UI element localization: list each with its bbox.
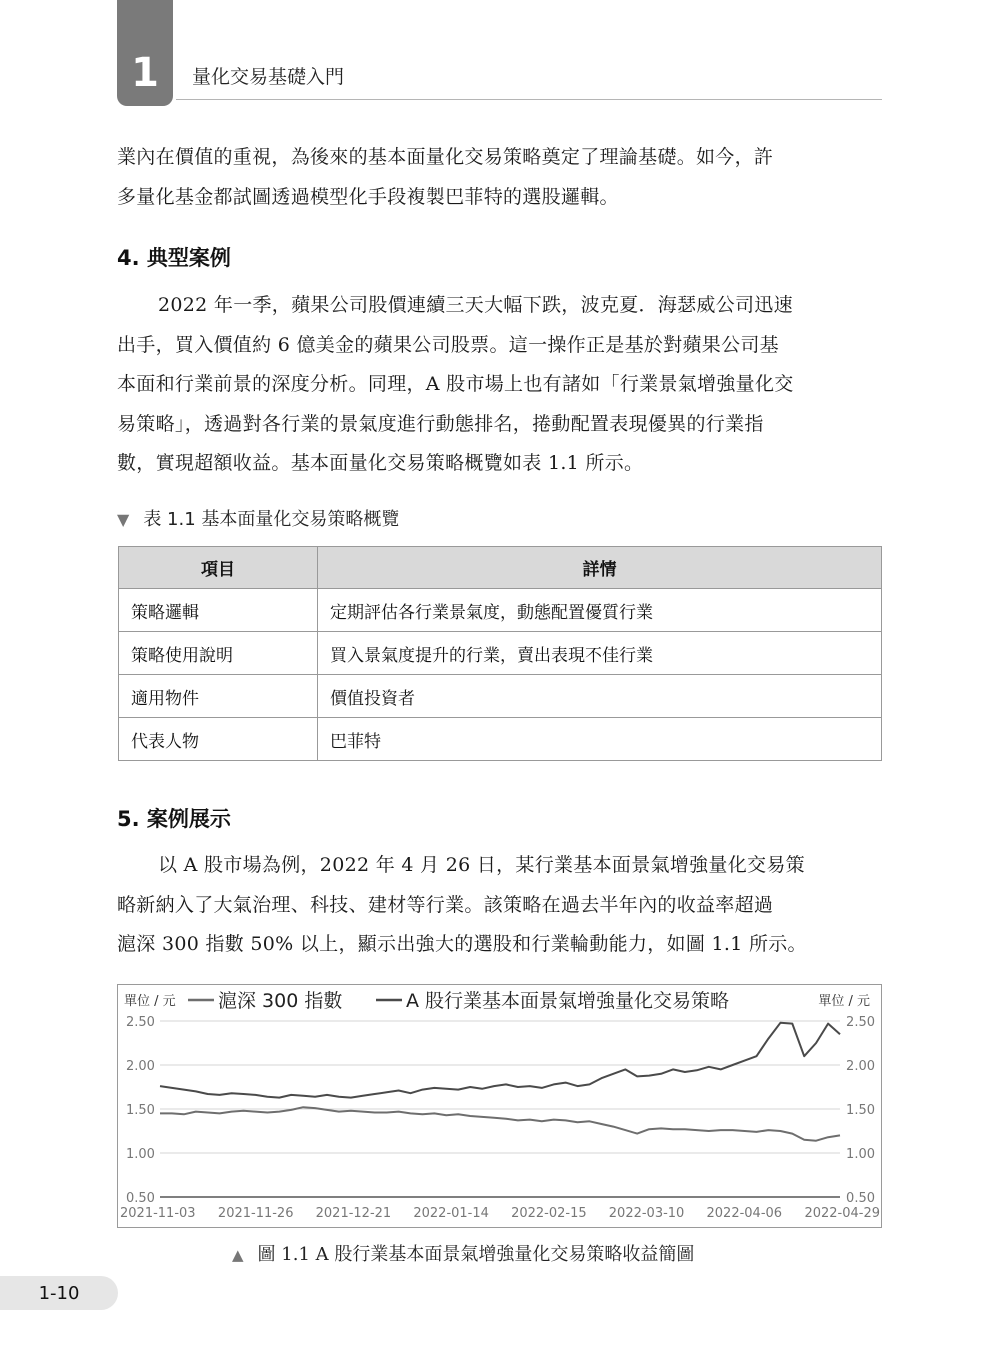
text-line: 以 A 股市場為例，2022 年 4 月 26 日，某行業基本面景氣增強量化交易策 <box>158 854 805 876</box>
return-chart <box>117 984 882 1228</box>
x-tick-label: 2022-04-29 <box>804 1206 880 1221</box>
y-tick-label-right: 0.50 <box>846 1191 875 1206</box>
y-tick-label-right: 1.00 <box>846 1147 875 1162</box>
intro-paragraph <box>117 138 883 217</box>
table-cell: 價值投資者 <box>318 675 882 718</box>
table-cell: 買入景氣度提升的行業，賣出表現不佳行業 <box>318 632 882 675</box>
table-caption <box>117 505 399 531</box>
table-cell: 策略使用說明 <box>119 632 318 675</box>
series-line <box>160 1107 840 1141</box>
table-row <box>119 675 882 718</box>
table-row <box>119 718 882 761</box>
text-line: 略新納入了大氣治理、科技、建材等行業。該策略在過去半年內的收益率超過 <box>117 893 774 916</box>
text-line: 數，實現超額收益。基本面量化交易策略概覽如表 1.1 所示。 <box>117 452 644 474</box>
chapter-title: 量化交易基礎入門 <box>192 66 345 88</box>
left-unit-label: 單位 / 元 <box>124 994 176 1009</box>
text-line: 2022 年一季，蘋果公司股價連續三天大幅下跌，波克夏．海瑟威公司迅速 <box>158 294 793 316</box>
y-tick-label-left: 2.00 <box>126 1059 155 1074</box>
table-cell: 適用物件 <box>119 675 318 718</box>
x-tick-label: 2021-11-03 <box>120 1206 196 1221</box>
section-4-paragraph <box>117 286 883 484</box>
y-tick-label-right: 1.50 <box>846 1103 875 1118</box>
line-chart-svg <box>118 985 883 1229</box>
strategy-overview-table <box>118 546 882 761</box>
y-tick-label-left: 1.00 <box>126 1147 155 1162</box>
table-cell: 代表人物 <box>119 718 318 761</box>
figure-caption <box>232 1240 694 1266</box>
table-row <box>119 589 882 632</box>
y-tick-label-right: 2.50 <box>846 1015 875 1030</box>
down-triangle-icon: ▼ <box>117 510 130 529</box>
y-tick-label-left: 1.50 <box>126 1103 155 1118</box>
table-row <box>119 632 882 675</box>
page-number: 1-10 <box>0 1276 118 1310</box>
table-cell: 定期評估各行業景氣度，動態配置優質行業 <box>318 589 882 632</box>
section-5-paragraph <box>117 846 883 965</box>
text-line: 本面和行業前景的深度分析。同理，A 股市場上也有諸如「行業景氣增強量化交 <box>117 373 794 395</box>
table-header-row <box>119 547 882 589</box>
x-tick-label: 2022-01-14 <box>413 1206 489 1221</box>
x-tick-label: 2021-11-26 <box>217 1206 294 1221</box>
table-caption-text: 表 1.1 基本面量化交易策略概覽 <box>143 509 400 530</box>
y-tick-label-left: 2.50 <box>126 1015 155 1030</box>
right-unit-label: 單位 / 元 <box>818 994 870 1009</box>
series-line <box>160 1023 840 1098</box>
column-header: 詳情 <box>318 547 882 589</box>
y-tick-label-left: 0.50 <box>126 1191 155 1206</box>
text-line: 易策略」，透過對各行業的景氣度進行動態排名，捲動配置表現優異的行業指 <box>117 412 764 435</box>
column-header: 項目 <box>119 547 318 589</box>
text-line: 出手，買入價值約 6 億美金的蘋果公司股票。這一操作正是基於對蘋果公司基 <box>117 333 779 356</box>
x-tick-label: 2022-02-15 <box>511 1206 587 1221</box>
legend-label: A 股行業基本面景氣增強量化交易策略 <box>406 990 730 1012</box>
legend-label: 滬深 300 指數 <box>218 990 343 1012</box>
text-line: 滬深 300 指數 50% 以上，顯示出強大的選股和行業輪動能力，如圖 1.1 所示。 <box>117 933 807 955</box>
x-tick-label: 2022-04-06 <box>706 1206 783 1221</box>
table-cell: 巴菲特 <box>318 718 882 761</box>
header-divider <box>176 99 882 100</box>
figure-caption-text: 圖 1.1 A 股行業基本面景氣增強量化交易策略收益簡圖 <box>257 1244 695 1265</box>
table-cell: 策略邏輯 <box>119 589 318 632</box>
chapter-number-tab: 1 <box>117 0 173 106</box>
x-tick-label: 2021-12-21 <box>315 1206 392 1221</box>
text-line: 多量化基金都試圖透過模型化手段複製巴菲特的選股邏輯。 <box>117 185 619 208</box>
y-tick-label-right: 2.00 <box>846 1059 875 1074</box>
text-line: 業內在價值的重視，為後來的基本面量化交易策略奠定了理論基礎。如今，許 <box>117 146 774 168</box>
up-triangle-icon: ▲ <box>232 1246 244 1264</box>
x-tick-label: 2022-03-10 <box>608 1206 685 1221</box>
section-4-heading: 4. 典型案例 <box>117 246 231 270</box>
section-5-heading: 5. 案例展示 <box>117 807 231 831</box>
